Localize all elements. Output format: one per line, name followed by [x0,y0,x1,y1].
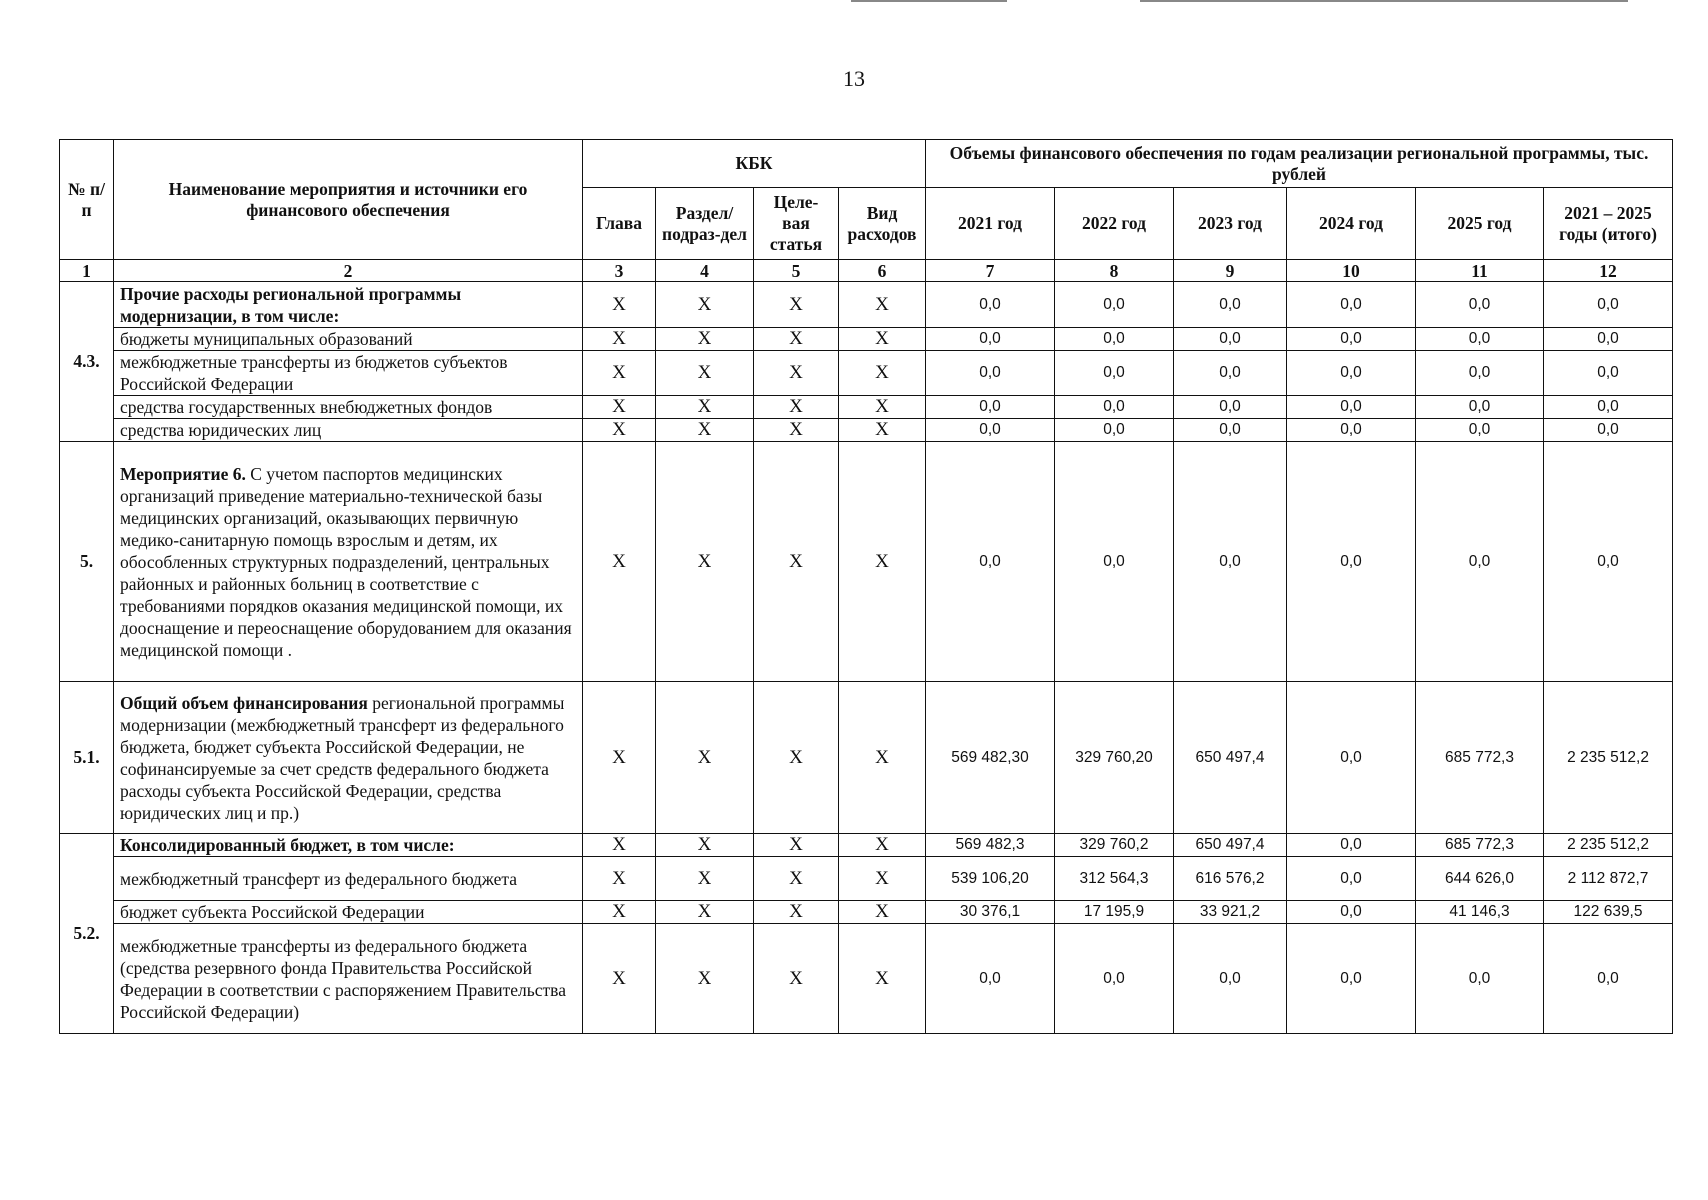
kbk-cell: X [583,328,656,351]
kbk-cell: X [583,419,656,442]
value-cell: 616 576,2 [1174,857,1287,901]
kbk-cell: X [656,682,754,834]
kbk-cell: X [583,282,656,328]
row-description-bold: Консолидированный бюджет, в том числе: [120,835,455,855]
value-cell: 0,0 [1055,442,1174,682]
kbk-cell: X [839,328,926,351]
row-description-text: средства государственных внебюджетных фондов [120,397,493,417]
kbk-cell: X [839,857,926,901]
value-cell: 0,0 [926,282,1055,328]
header-2023: 2023 год [1174,188,1287,260]
value-cell: 0,0 [1174,351,1287,396]
value-cell: 0,0 [1174,396,1287,419]
column-index-cell: 9 [1174,260,1287,282]
kbk-cell: X [754,442,839,682]
value-cell: 0,0 [1287,682,1416,834]
row-description-bold: Общий объем финансирования [120,692,368,713]
table-row [60,282,1673,328]
page-number: 13 [843,66,865,91]
header-num: № п/п [60,140,114,260]
value-cell: 685 772,3 [1416,834,1544,857]
kbk-cell: X [754,282,839,328]
value-cell: 0,0 [1174,442,1287,682]
value-cell: 0,0 [1544,328,1673,351]
row-description [114,901,583,924]
kbk-cell: X [656,396,754,419]
value-cell: 33 921,2 [1174,901,1287,924]
value-cell: 0,0 [1416,282,1544,328]
row-description-text: межбюджетные трансферты из федерального бюджета (средства резервного фонда Правительства Российской Федерации в соответствии с распоряжением Правительства Российской Федерации) [120,935,566,1022]
kbk-cell: X [583,924,656,1034]
value-cell: 0,0 [1416,442,1544,682]
table-header [60,140,1673,260]
value-cell: 0,0 [1174,282,1287,328]
kbk-cell: X [656,924,754,1034]
table-row [60,682,1673,834]
kbk-cell: X [583,682,656,834]
value-cell: 0,0 [1055,396,1174,419]
top-rule-left [851,0,1007,2]
value-cell: 0,0 [1055,328,1174,351]
kbk-cell: X [583,351,656,396]
value-cell: 0,0 [926,351,1055,396]
column-index-cell: 4 [656,260,754,282]
value-cell: 0,0 [1055,924,1174,1034]
table-row [60,857,1673,901]
column-index-cell: 1 [60,260,114,282]
value-cell: 0,0 [1174,924,1287,1034]
row-description-text: средства юридических лиц [120,420,322,440]
header-2025: 2025 год [1416,188,1544,260]
kbk-cell: X [839,442,926,682]
value-cell: 2 112 872,7 [1544,857,1673,901]
kbk-cell: X [754,351,839,396]
row-description-text: межбюджетные трансферты из бюджетов субъектов Российской Федерации [120,352,508,394]
header-2021: 2021 год [926,188,1055,260]
kbk-cell: X [583,834,656,857]
value-cell: 0,0 [1416,419,1544,442]
value-cell: 650 497,4 [1174,682,1287,834]
kbk-cell: X [839,834,926,857]
kbk-cell: X [583,901,656,924]
value-cell: 0,0 [1416,396,1544,419]
column-index-cell: 7 [926,260,1055,282]
header-total: 2021 – 2025 годы (итого) [1544,188,1673,260]
table-row [60,419,1673,442]
value-cell: 0,0 [1287,924,1416,1034]
kbk-cell: X [754,901,839,924]
value-cell: 0,0 [1055,419,1174,442]
row-description-text: бюджет субъекта Российской Федерации [120,902,425,922]
row-number: 4.3. [60,282,114,442]
row-description-text: С учетом паспортов медицинских организаций приведение материально-технической базы медицинских организаций, оказывающих первичную медико-санитарную помощь взрослым и детям, их обособленных структурных подразделений, центральных районных и районных больниц в соответствие с требованиями порядков оказания медицинской помощи, их дооснащение и переоснащение оборудованием для оказания медицинской помощи . [120,463,572,660]
value-cell: 0,0 [1174,419,1287,442]
value-cell: 2 235 512,2 [1544,682,1673,834]
kbk-cell: X [656,857,754,901]
row-description [114,396,583,419]
value-cell: 329 760,20 [1055,682,1174,834]
kbk-cell: X [754,857,839,901]
column-index-cell: 3 [583,260,656,282]
value-cell: 650 497,4 [1174,834,1287,857]
value-cell: 569 482,3 [926,834,1055,857]
row-description-bold: Мероприятие 6. [120,463,246,484]
kbk-cell: X [839,282,926,328]
value-cell: 0,0 [926,328,1055,351]
value-cell: 0,0 [926,396,1055,419]
table-row [60,328,1673,351]
top-rule-right [1140,0,1628,2]
value-cell: 0,0 [1544,282,1673,328]
value-cell: 2 235 512,2 [1544,834,1673,857]
kbk-cell: X [839,396,926,419]
kbk-cell: X [656,419,754,442]
header-volumes: Объемы финансового обеспечения по годам реализации региональной программы, тыс. рублей [926,140,1673,188]
value-cell: 0,0 [1544,351,1673,396]
value-cell: 0,0 [1287,834,1416,857]
value-cell: 0,0 [1416,924,1544,1034]
row-description-text: межбюджетный трансферт из федерального бюджета [120,868,518,889]
value-cell: 0,0 [1416,351,1544,396]
value-cell: 0,0 [1287,328,1416,351]
table-row [60,442,1673,682]
header-2024: 2024 год [1287,188,1416,260]
kbk-cell: X [656,328,754,351]
value-cell: 0,0 [1287,351,1416,396]
kbk-cell: X [583,857,656,901]
kbk-cell: X [754,328,839,351]
row-description [114,857,583,901]
value-cell: 569 482,30 [926,682,1055,834]
row-number: 5.1. [60,682,114,834]
column-index-cell: 12 [1544,260,1673,282]
row-description [114,924,583,1034]
kbk-cell: X [583,396,656,419]
value-cell: 685 772,3 [1416,682,1544,834]
value-cell: 0,0 [1287,282,1416,328]
header-celevaya: Целе-вая статья [754,188,839,260]
value-cell: 0,0 [1544,396,1673,419]
column-index-cell: 2 [114,260,583,282]
value-cell: 41 146,3 [1416,901,1544,924]
column-index-cell: 10 [1287,260,1416,282]
value-cell: 539 106,20 [926,857,1055,901]
value-cell: 30 376,1 [926,901,1055,924]
header-razdel: Раздел/ подраз-дел [656,188,754,260]
value-cell: 0,0 [1055,351,1174,396]
row-description [114,419,583,442]
value-cell: 0,0 [1287,419,1416,442]
row-number: 5. [60,442,114,682]
row-description [114,282,583,328]
value-cell: 312 564,3 [1055,857,1174,901]
value-cell: 0,0 [1544,924,1673,1034]
kbk-cell: X [656,282,754,328]
value-cell: 0,0 [1287,857,1416,901]
value-cell: 329 760,2 [1055,834,1174,857]
value-cell: 0,0 [1544,419,1673,442]
column-index-cell: 6 [839,260,926,282]
value-cell: 0,0 [1287,396,1416,419]
kbk-cell: X [656,442,754,682]
column-index-cell: 11 [1416,260,1544,282]
table-row [60,924,1673,1034]
header-name: Наименование мероприятия и источники его финансового обеспечения [114,140,583,260]
value-cell: 0,0 [1174,328,1287,351]
row-number: 5.2. [60,834,114,1034]
header-vid: Вид расходов [839,188,926,260]
row-description-text: региональной программы модернизации (межбюджетный трансферт из федерального бюджета, бюджет субъекта Российской Федерации, не софинансируемые за счет средств федерального бюджета расходы субъекта Российской Федерации, средства юридических лиц и пр.) [120,692,565,823]
value-cell: 644 626,0 [1416,857,1544,901]
value-cell: 122 639,5 [1544,901,1673,924]
header-kbk: КБК [583,140,926,188]
kbk-cell: X [656,901,754,924]
row-description [114,328,583,351]
kbk-cell: X [839,682,926,834]
kbk-cell: X [754,396,839,419]
kbk-cell: X [583,442,656,682]
row-description-bold: Прочие расходы региональной программы модернизации, в том числе: [120,283,462,326]
table-row [60,396,1673,419]
row-description [114,682,583,834]
kbk-cell: X [656,351,754,396]
value-cell: 0,0 [926,924,1055,1034]
kbk-cell: X [839,924,926,1034]
value-cell: 0,0 [926,419,1055,442]
value-cell: 17 195,9 [1055,901,1174,924]
header-glava: Глава [583,188,656,260]
kbk-cell: X [754,834,839,857]
value-cell: 0,0 [926,442,1055,682]
table-row [60,834,1673,857]
table-row [60,901,1673,924]
column-index-cell: 5 [754,260,839,282]
kbk-cell: X [656,834,754,857]
kbk-cell: X [839,351,926,396]
kbk-cell: X [839,419,926,442]
value-cell: 0,0 [1416,328,1544,351]
kbk-cell: X [754,924,839,1034]
row-description-text: бюджеты муниципальных образований [120,329,413,349]
table-body [60,260,1673,1034]
kbk-cell: X [839,901,926,924]
value-cell: 0,0 [1544,442,1673,682]
financing-table [59,139,1673,1034]
row-description [114,351,583,396]
table-row [60,351,1673,396]
header-2022: 2022 год [1055,188,1174,260]
value-cell: 0,0 [1055,282,1174,328]
column-index-row [60,260,1673,282]
row-description [114,442,583,682]
kbk-cell: X [754,682,839,834]
value-cell: 0,0 [1287,442,1416,682]
column-index-cell: 8 [1055,260,1174,282]
row-description [114,834,583,857]
value-cell: 0,0 [1287,901,1416,924]
kbk-cell: X [754,419,839,442]
